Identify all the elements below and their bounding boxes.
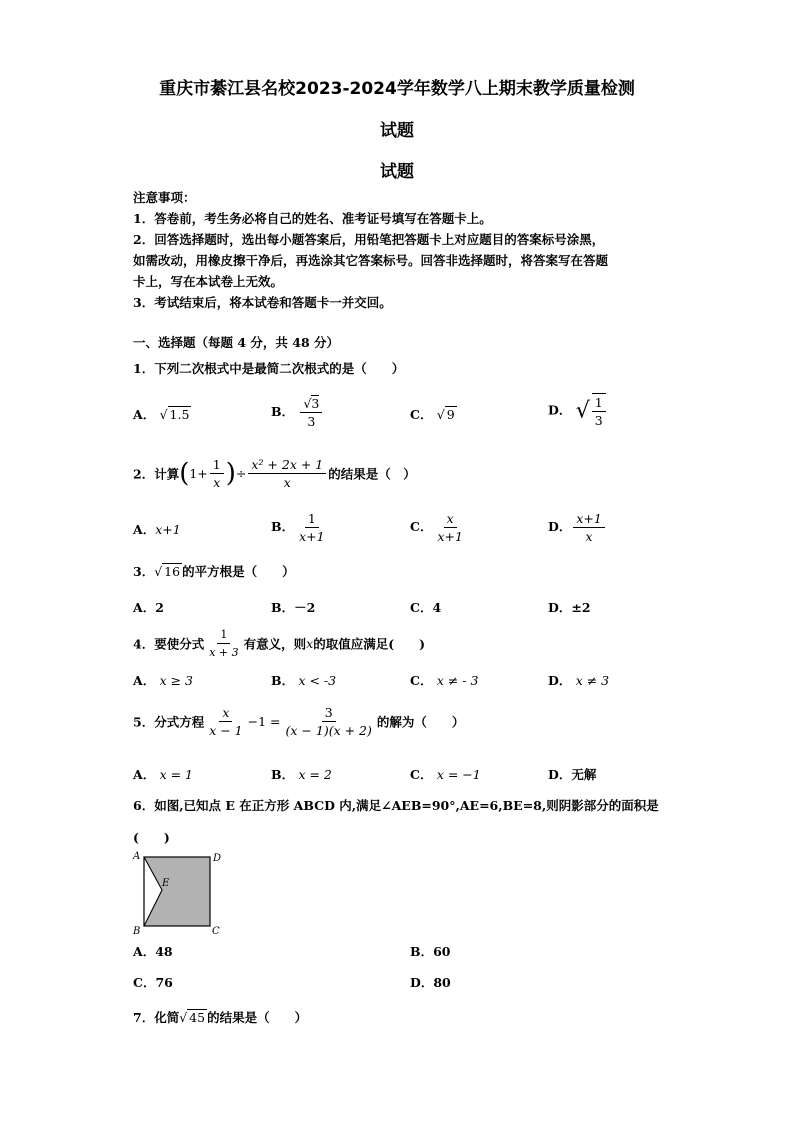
q3-option-a: A．2 bbox=[133, 600, 164, 615]
q3-option-b: B．－2 bbox=[271, 600, 316, 615]
q6-option-b: B．60 bbox=[410, 944, 451, 959]
fraction: $\frac{1}{x+1}$ bbox=[299, 511, 325, 544]
q3-option-d: D．±2 bbox=[548, 600, 591, 615]
question-2-stem: 2．计算(1+ $\frac{1}{x}$ )÷ $\frac{\text{x² + 2x + 1}}{x}$ 的结果是（ ） bbox=[133, 457, 416, 490]
question-7-stem: 7．化简√ 45 的结果是（ ） bbox=[133, 1010, 308, 1025]
question-4-stem: 4．要使分式 $\frac{1}{x + 3}$ 有意义，则x的取值应满足( ) bbox=[133, 628, 426, 659]
q4-option-b: B． x < -3 bbox=[271, 673, 337, 688]
notice-item-1: 1．答卷前，考生务必将自己的姓名、准考证号填写在答题卡上。 bbox=[133, 211, 492, 226]
q2-option-b: B． $\frac{1}{x+1}$ bbox=[271, 510, 330, 545]
question-3-stem: 3．√ 16 的平方根是（ ） bbox=[133, 564, 295, 579]
sqrt-sign: √ 16 bbox=[154, 564, 181, 579]
q2-option-a: A．x+1 bbox=[133, 522, 181, 537]
title-line-1: 重庆市綦江县名校2023-2024学年数学八上期末教学质量检测 bbox=[159, 79, 635, 99]
q1-option-c: C． √ 9 bbox=[410, 407, 455, 422]
square-figure bbox=[132, 850, 232, 940]
title-line-2: 试题 bbox=[380, 121, 414, 141]
title-line-3: 试题 bbox=[380, 162, 414, 182]
label-c: C bbox=[212, 926, 220, 937]
notice-item-2a: 2．回答选择题时，选出每小题答案后，用铅笔把答题卡上对应题目的答案标号涂黑， bbox=[133, 232, 605, 247]
question-6-stem: 6．如图,已知点 E 在正方形 ABCD 内,满足∠AEB=90°,AE=6,BE=8,则阴影部分的面积是 bbox=[133, 798, 659, 813]
q4-option-c: C． x ≠ - 3 bbox=[410, 673, 479, 688]
q6-option-d: D．80 bbox=[410, 975, 451, 990]
question-1-stem: 1．下列二次根式中是最简二次根式的是（ ） bbox=[133, 361, 405, 376]
fraction: $\frac{x}{x+1}$ bbox=[437, 511, 463, 544]
question-6-paren: ( ) bbox=[133, 830, 170, 845]
notice-heading: 注意事项： bbox=[133, 190, 196, 205]
q5-option-a: A． x = 1 bbox=[133, 767, 193, 782]
q2-option-c: C． $\frac{x}{x+1}$ bbox=[410, 510, 468, 545]
q4-option-a: A． x ≥ 3 bbox=[133, 673, 193, 688]
q5-option-d: D．无解 bbox=[548, 767, 597, 782]
sqrt-sign: √ 9 bbox=[436, 407, 455, 422]
notice-item-2b: 如需改动，用橡皮擦干净后，再选涂其它答案标号。回答非选择题时，将答案写在答题 bbox=[133, 253, 609, 268]
label-a: A bbox=[133, 851, 141, 862]
q1-option-a: A． √ 1.5 bbox=[133, 407, 190, 422]
q5-option-c: C． x = −1 bbox=[410, 767, 481, 782]
fraction: $\frac{1}{x}$ bbox=[210, 456, 224, 491]
fraction: $\frac{1}{3}$ bbox=[592, 393, 606, 429]
q3-option-c: C．4 bbox=[410, 600, 442, 615]
q6-option-c: C．76 bbox=[133, 975, 173, 990]
fraction: $\frac{\text{x² + 2x + 1}}{x}$ bbox=[248, 456, 326, 491]
q5-option-b: B． x = 2 bbox=[271, 767, 332, 782]
fraction: $\frac{1}{x + 3}$ bbox=[209, 628, 239, 659]
label-b: B bbox=[133, 926, 141, 937]
q4-option-d: D． x ≠ 3 bbox=[548, 673, 610, 688]
q1-option-d: D． √ $\frac{1}{3}$ bbox=[548, 393, 608, 429]
label-e: E bbox=[162, 878, 170, 889]
notice-item-3: 3．考试结束后，将本试卷和答题卡一并交回。 bbox=[133, 295, 392, 310]
sqrt-sign: √ 1.5 bbox=[159, 407, 190, 422]
fraction: $\frac{x+1}{x}$ bbox=[573, 510, 604, 545]
fraction: $\frac{√3}{3}$ bbox=[300, 395, 322, 430]
fraction: $\frac{x}{x - 1}$ bbox=[209, 705, 243, 738]
fraction: $\frac{3}{(x - 1)(x + 2)}$ bbox=[285, 705, 372, 738]
notice-item-2c: 卡上，写在本试卷上无效。 bbox=[133, 274, 284, 289]
q1-option-b: B． $\frac{√3}{3}$ bbox=[271, 395, 324, 430]
sqrt-sign: √ 45 bbox=[179, 1010, 206, 1025]
q6-option-a: A．48 bbox=[133, 944, 173, 959]
section-heading: 一、选择题（每题 4 分，共 48 分） bbox=[133, 335, 340, 350]
label-d: D bbox=[213, 853, 222, 864]
q2-option-d: D． $\frac{x+1}{x}$ bbox=[548, 510, 607, 545]
question-5-stem: 5．分式方程 $\frac{x}{x - 1}$ −1 = $\frac{3}{(x - 1)(x + 2)}$ 的解为（ ） bbox=[133, 705, 465, 738]
